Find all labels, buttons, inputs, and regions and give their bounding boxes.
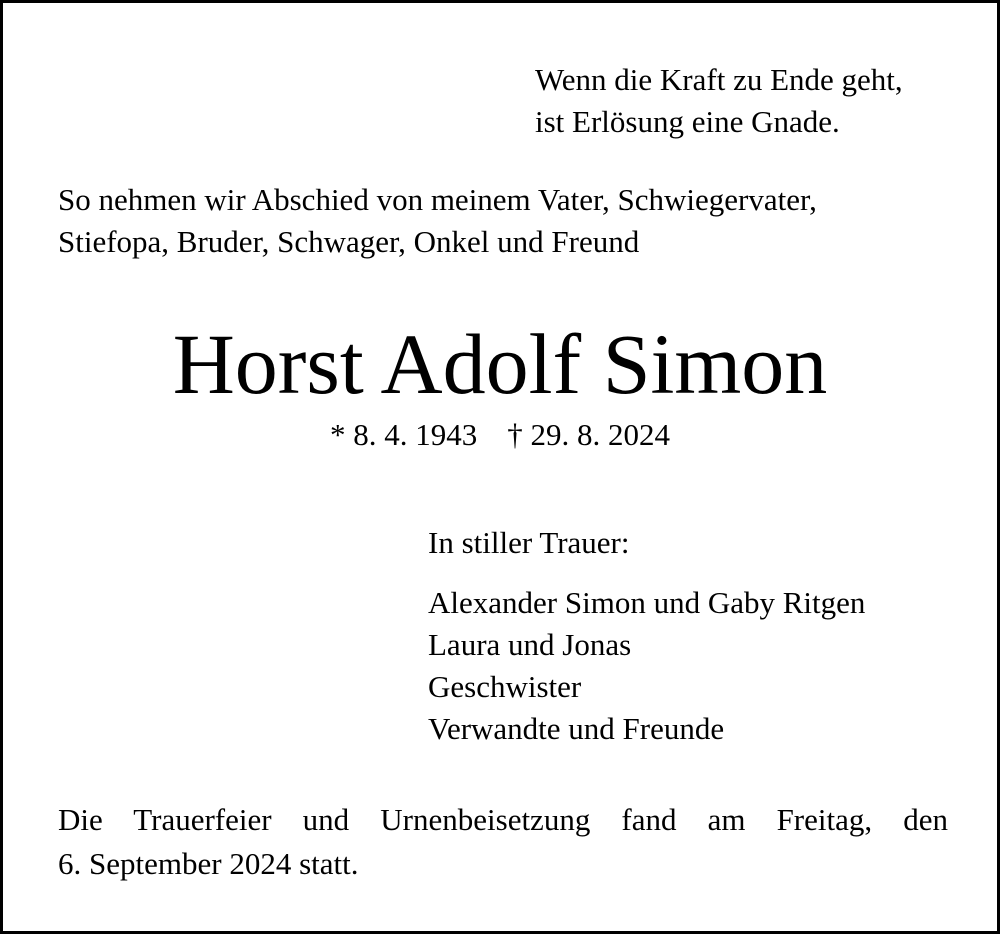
funeral-notice-line-2: 6. September 2024 statt.	[58, 846, 359, 881]
deceased-name: Horst Adolf Simon	[172, 316, 828, 412]
motto-line-1: Wenn die Kraft zu Ende geht,	[535, 62, 903, 97]
mourner-name: Alexander Simon und Gaby Ritgen	[428, 585, 866, 620]
mourner-name: Geschwister	[428, 669, 582, 704]
intro-line-2: Stiefopa, Bruder, Schwager, Onkel und Freund	[58, 224, 640, 259]
mourners-heading: In stiller Trauer:	[428, 525, 630, 560]
birth-date: * 8. 4. 1943	[330, 417, 478, 452]
mourner-name: Verwandte und Freunde	[428, 711, 725, 746]
intro-line-1: So nehmen wir Abschied von meinem Vater, Schwiegervater,	[58, 182, 817, 217]
funeral-notice	[58, 804, 948, 879]
life-dates	[3, 419, 997, 450]
mourner-name: Laura und Jonas	[428, 627, 632, 662]
funeral-notice-line-1: Die Trauerfeier und Urnenbeisetzung fand am Freitag, den	[58, 802, 948, 837]
motto-line-2: ist Erlösung eine Gnade.	[535, 104, 840, 139]
death-date: † 29. 8. 2024	[507, 417, 670, 452]
